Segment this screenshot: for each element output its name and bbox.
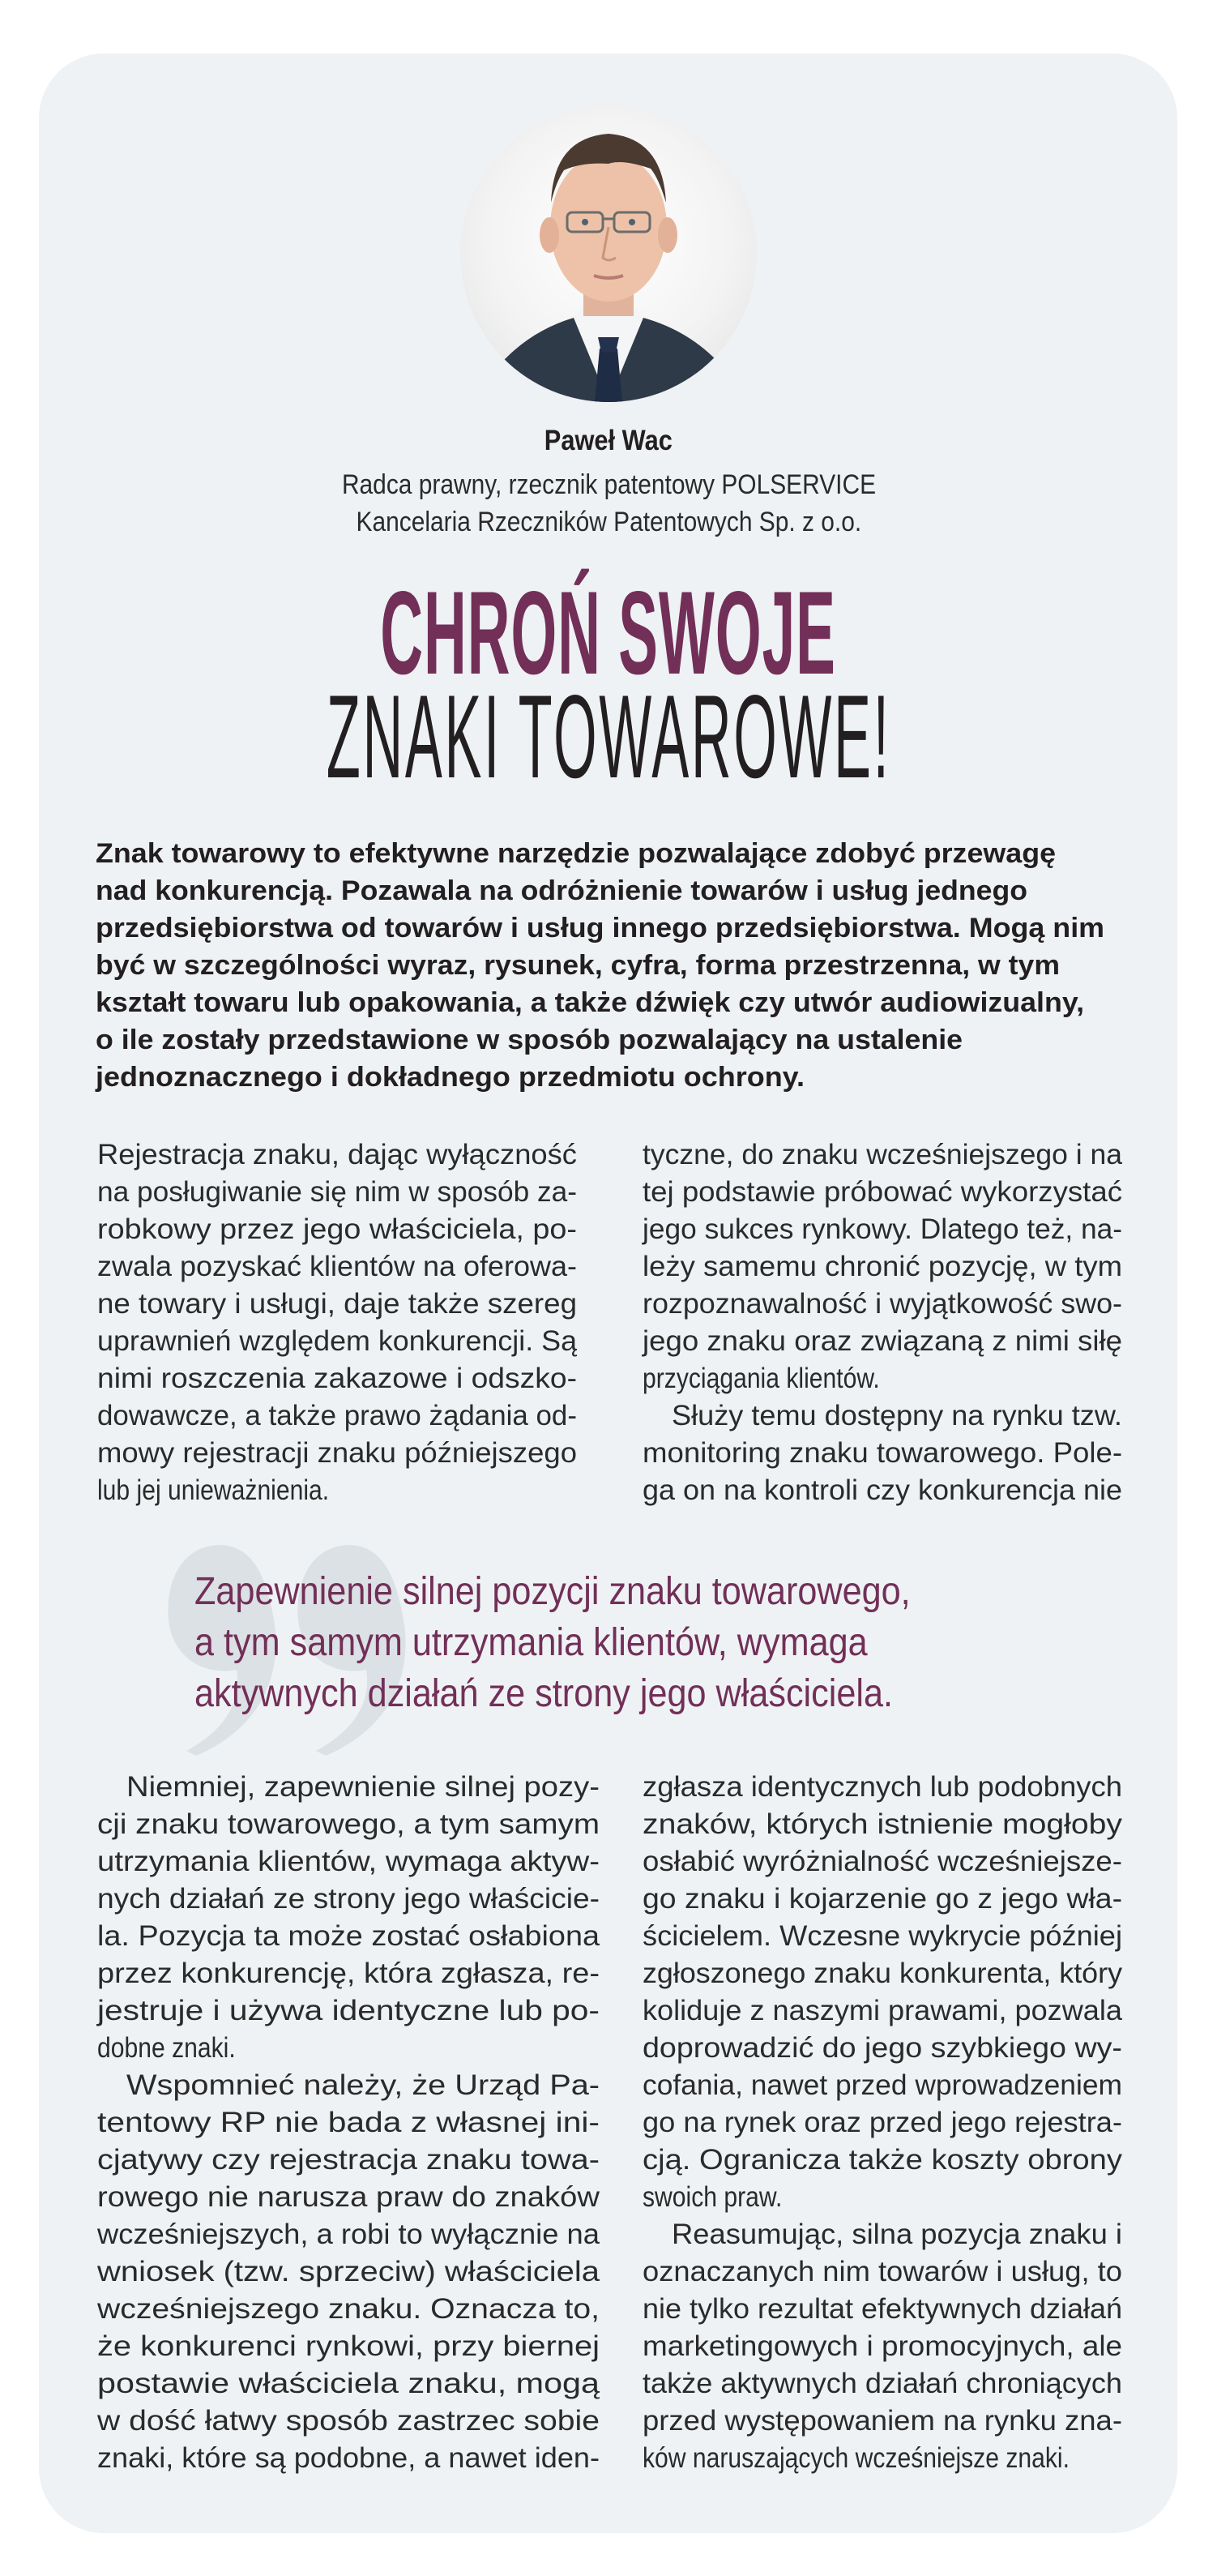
body-line [97,2030,577,2067]
body-line [643,2291,1122,2328]
body-line-text: przez konkurencję, która zgłasza, re- [97,1958,600,1989]
body-line [97,2403,600,2440]
body-line [643,1992,1122,2030]
body-line-text: na posługiwanie się nim w sposób za- [97,1176,578,1208]
body-line [97,1435,577,1472]
body-line-text: rowego nie narusza praw do znaków [97,2181,600,2213]
body-line-text: tentowy RP nie bada z własnej ini- [97,2107,600,2138]
body-line [97,2440,600,2477]
body-line-text: wcześniejszego znaku. Oznacza to, [97,2293,600,2325]
body-line-text: że konkurenci rynkowi, przy biernej [97,2330,600,2362]
lead-line-text: nad konkurencją. Pozawala na odróżnienie towarów i usług jednego [96,875,1027,906]
body-line-text: oznaczanych nim towarów i usług, to [643,2256,1123,2287]
body-line-text: tyczne, do znaku wcześniejszego i na [643,1139,1123,1170]
body-line-text: Rejestracja znaku, dając wyłączność [97,1139,577,1170]
body-line [643,1136,1122,1174]
body-line [643,2403,1122,2440]
body-line-text: robkowy przez jego właściciela, po- [97,1213,578,1245]
body-line-text: jego znaku oraz związaną z nimi siłę [643,1325,1122,1357]
pull-quote-line-text: a tym samym utrzymania klientów, wymaga [194,1621,868,1664]
body-line [643,1323,1122,1360]
pull-quote [194,1566,1126,1719]
headline-line-2: ZNAKI TOWAROWE! [326,670,891,802]
lead-line-text: Znak towarowy to efektywne narzędzie pozwalające zdobyć przewagę [96,838,1057,869]
body-line [643,1918,1122,1955]
body-line-text: dowawcze, a także prawo żądania od- [97,1400,577,1431]
pull-quote-line-text: Zapewnienie silnej pozycji znaku towarowego, [194,1570,911,1613]
body-column-bottom-right [643,1769,1122,2477]
body-line [643,1806,1122,1843]
body-line-text: utrzymania klientów, wymaga aktyw- [97,1846,600,1877]
body-line [97,1174,577,1211]
body-line-text: zgłasza identycznych lub podobnych [643,1771,1123,1803]
body-line [97,2216,600,2253]
body-column-top-right [643,1136,1122,1509]
body-line [643,2365,1122,2403]
body-line [643,2328,1122,2365]
body-column-top-left [97,1136,577,1509]
lead-line [96,872,1125,909]
body-line-text: rozpoznawalność i wyjątkowość swo- [643,1288,1123,1320]
body-line-text: lub jej unieważnienia. [97,1474,330,1506]
lead-line-text: jednoznacznego i dokładnego przedmiotu ochrony. [96,1062,805,1093]
body-line [97,2291,600,2328]
lead-line [96,1021,1125,1059]
body-line-text: w dość łatwy sposób zastrzec sobie [97,2405,600,2437]
body-line [97,1211,577,1248]
lead-line-text: o ile zostały przedstawione w sposób pozwalający na ustalenie [96,1025,963,1055]
body-line-text: wcześniejszych, a robi to wyłącznie na [97,2219,600,2250]
body-line [643,2030,1122,2067]
pull-quote-line [194,1617,1126,1668]
body-line [643,2216,1122,2253]
body-line-text: zwala pozyskać klientów na oferowa- [97,1251,578,1282]
body-line-text: doprowadzić do jego szybkiego wy- [643,2032,1122,2064]
body-line-text: la. Pozycja ta może zostać osłabiona [97,1920,600,1952]
lead-paragraph [96,835,1125,1096]
body-line [97,2067,600,2104]
body-line-text: cji znaku towarowego, a tym samym [97,1808,600,1840]
body-line-text: jego sukces rynkowy. Dlatego też, na- [643,1213,1123,1245]
body-line-text: nie tylko rezultat efektywnych działań [643,2293,1123,2325]
body-line-text: go znaku i kojarzenie go z jego wła- [643,1883,1123,1915]
lead-line [96,984,1125,1021]
body-line-text: jestruje i używa identyczne lub po- [97,1995,600,2026]
author-affiliation-line: Kancelaria Rzeczników Patentowych Sp. z o.o. [356,507,861,537]
body-line [97,2179,600,2216]
body-line [643,2104,1122,2142]
body-line [643,1769,1122,1806]
body-line [643,1211,1122,1248]
body-line [643,1435,1122,1472]
headline-line-1: CHROŃ SWOJE [380,567,837,699]
body-line [643,1248,1122,1286]
author-affiliation-line: Radca prawny, rzecznik patentowy POLSERVICE [341,469,876,500]
body-line-text: znaki, które są podobne, a nawet iden- [97,2442,600,2474]
body-line [97,1360,577,1397]
body-line-text: dobne znaki. [97,2032,236,2064]
body-line [97,2104,600,2142]
body-line-text: ków naruszających wcześniejsze znaki. [643,2442,1070,2474]
body-line-text: nimi roszczenia zakazowe i odszko- [97,1363,577,1394]
body-line-text: osłabić wyróżnialność wcześniejsze- [643,1846,1122,1877]
body-line [643,1955,1122,1992]
body-column-bottom-left [97,1769,600,2477]
body-line [97,1769,600,1806]
body-line [643,1881,1122,1918]
body-line-text: Służy temu dostępny na rynku tzw. [672,1400,1122,1431]
lead-line [96,835,1125,872]
body-line-text: koliduje z naszymi prawami, pozwala [643,1995,1122,2026]
body-line [643,2142,1122,2179]
body-line [643,2253,1122,2291]
body-line-text: wniosek (tzw. sprzeciw) właściciela [97,2256,600,2287]
body-line [643,1174,1122,1211]
portrait-photo-icon [460,105,757,402]
body-line-text: ścicielem. Wczesne wykrycie później [643,1920,1123,1952]
body-line [97,2253,600,2291]
body-line [97,1248,577,1286]
body-line [643,2440,1122,2477]
body-line [97,2365,600,2403]
body-line-text: cofania, nawet przed wprowadzeniem [643,2069,1122,2101]
body-line [97,1806,600,1843]
body-line-text: tej podstawie próbować wykorzystać [643,1176,1123,1208]
body-line [97,2142,600,2179]
body-line [643,2179,1122,2216]
body-line-text: uprawnień względem konkurencji. Są [97,1325,578,1357]
body-line-text: postawie właściciela znaku, mogą [97,2368,600,2399]
body-line [97,1286,577,1323]
body-line-text: ga on na kontroli czy konkurencja nie [643,1474,1122,1506]
body-line-text: leży samemu chronić pozycję, w tym [643,1251,1122,1282]
body-line-text: przyciągania klientów. [643,1363,880,1394]
body-line [97,1472,577,1509]
body-line [643,1843,1122,1881]
pull-quote-line-text: aktywnych działań ze strony jego właściciela. [194,1672,894,1715]
body-line [97,1955,600,1992]
lead-line-text: przedsiębiorstwa od towarów i usług innego przedsiębiorstwa. Mogą nim [96,913,1105,944]
body-line-text: monitoring znaku towarowego. Pole- [643,1437,1123,1469]
body-line-text: przed występowaniem na rynku zna- [643,2405,1122,2437]
body-line-text: go na rynek oraz przed jego rejestra- [643,2107,1122,2138]
author-photo [460,105,757,402]
author-name: Paweł Wac [544,425,673,456]
body-line-text: także aktywnych działań chroniących [643,2368,1122,2399]
body-line-text: cją. Ogranicza także koszty obrony [643,2144,1122,2176]
body-line-text: cjatywy czy rejestracja znaku towa- [97,2144,600,2176]
lead-line [96,1059,1125,1096]
body-line-text: znaków, których istnienie mogłoby [643,1808,1123,1840]
body-line [643,1472,1122,1509]
lead-line-text: kształt towaru lub opakowania, a także dźwięk czy utwór audiowizualny, [96,987,1085,1018]
body-line [97,1992,600,2030]
body-line-text: ne towary i usługi, daje także szereg [97,1288,578,1320]
body-line [97,1918,600,1955]
body-line [643,1360,1122,1397]
pull-quote-line [194,1668,1126,1719]
body-line-text: Wspomnieć należy, że Urząd Pa- [126,2069,600,2101]
body-line [643,2067,1122,2104]
body-line-text: swoich praw. [643,2181,783,2213]
body-line [97,1397,577,1435]
body-line [97,2328,600,2365]
lead-line-text: być w szczególności wyraz, rysunek, cyfra, forma przestrzenna, w tym [96,950,1061,981]
body-line [97,1136,577,1174]
body-line-text: Reasumując, silna pozycja znaku i [672,2219,1123,2250]
body-line-text: zgłoszonego znaku konkurenta, który [643,1958,1123,1989]
body-line [643,1286,1122,1323]
lead-line [96,947,1125,984]
body-line [97,1843,600,1881]
lead-line [96,909,1125,947]
body-line-text: marketingowych i promocyjnych, ale [643,2330,1123,2362]
pull-quote-line [194,1566,1126,1617]
body-line [97,1323,577,1360]
body-line [643,1397,1122,1435]
body-line [97,1881,600,1918]
body-line-text: mowy rejestracji znaku późniejszego [97,1437,578,1469]
body-line-text: nych działań ze strony jego właścicie- [97,1883,600,1915]
body-line-text: Niemniej, zapewnienie silnej pozy- [126,1771,600,1803]
